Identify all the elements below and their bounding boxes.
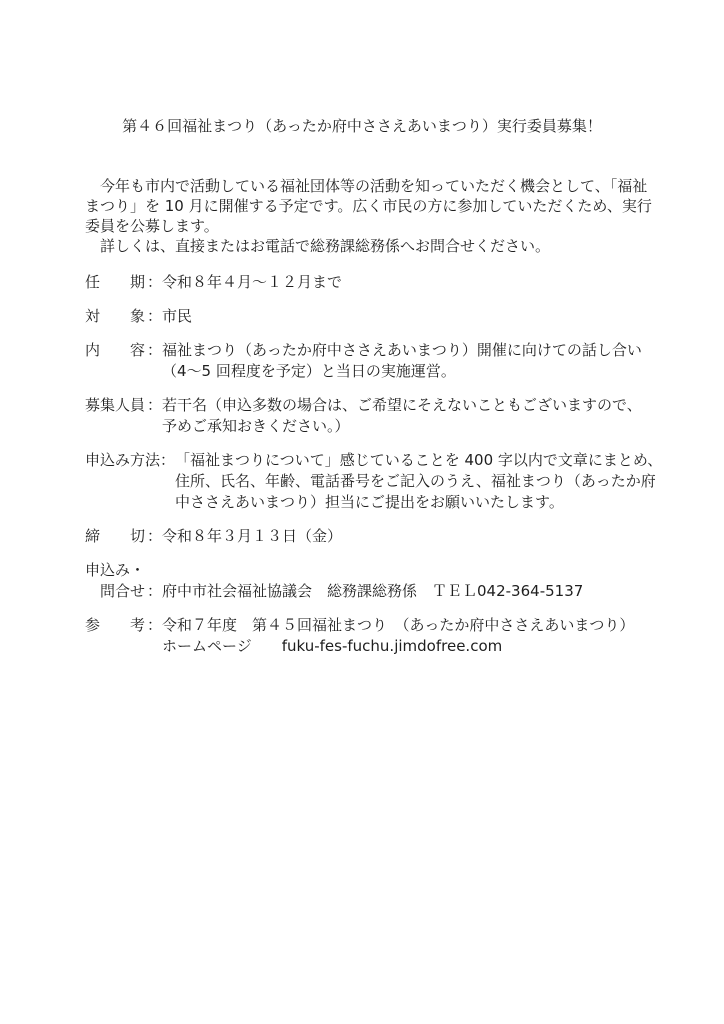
section-contact: [85, 560, 662, 602]
section-term-colon: ：: [147, 273, 163, 291]
section-target-colon: ：: [147, 307, 163, 325]
section-capacity-label: 募集人員: [85, 396, 146, 414]
intro-line-3: 委員を公募します。: [85, 217, 219, 235]
section-term-value: 令和８年４月～１２月まで: [162, 273, 343, 291]
section-target-label: 対 象: [85, 307, 146, 325]
detail-sections: [85, 272, 662, 670]
section-capacity-colon: ：: [147, 396, 163, 414]
section-term: [85, 272, 662, 293]
section-capacity-value-2: 予めご承知おきください。）: [162, 417, 350, 435]
section-how-to-apply-value-1: 「福祉まつりについて」感じていることを 400 字以内で文章にまとめ、: [175, 451, 663, 469]
section-target-value: 市民: [162, 307, 193, 325]
section-deadline-colon: ：: [147, 527, 163, 545]
section-content-value-1: 福祉まつり（あったか府中ささえあいまつり）開催に向けての話し合い: [162, 341, 642, 359]
section-content-label: 内 容: [85, 341, 146, 359]
section-reference-value-1: 令和７年度 第４５回福祉まつり （あったか府中ささえあいまつり）: [162, 616, 635, 634]
section-reference-label: 参 考: [85, 616, 146, 634]
section-contact-label-line-1: 申込み・: [85, 561, 146, 579]
intro-line-2: まつり」を 10 月に開催する予定です。広く市民の方に参加していただくため、実行: [85, 197, 652, 215]
section-how-to-apply-label: 申込み方法: [85, 451, 161, 469]
intro-line-4: 詳しくは、直接またはお電話で総務課総務係へお問合せください。: [85, 237, 551, 255]
section-reference-value-2: ホームページ fuku-fes-fuchu.jimdofree.com: [162, 637, 503, 655]
section-deadline: [85, 526, 662, 547]
intro-paragraph: [85, 176, 652, 256]
section-deadline-value: 令和８年３月１３日（金）: [162, 527, 343, 545]
section-content-value-2: （4～5 回程度を予定）と当日の実施運営。: [162, 362, 456, 380]
section-reference-colon: ：: [147, 616, 163, 634]
section-contact-colon: ：: [147, 582, 163, 600]
section-capacity-value-1: 若干名（申込多数の場合は、ご希望にそえないこともございますので、: [162, 396, 642, 414]
section-content: [85, 340, 662, 382]
section-target: [85, 306, 662, 327]
section-content-colon: ：: [147, 341, 163, 359]
section-capacity: [85, 395, 662, 437]
section-how-to-apply-value-3: 中ささえあいまつり）担当にご提出をお願いいたします。: [175, 493, 564, 511]
section-term-label: 任 期: [85, 273, 146, 291]
section-contact-value: 府中市社会福祉協議会 総務課総務係 ＴＥＬ042-364-5137: [162, 582, 584, 600]
section-how-to-apply-colon: ：: [160, 451, 176, 469]
intro-line-1: 今年も市内で活動している福祉団体等の活動を知っていただく機会として、「福祉: [85, 177, 648, 195]
section-reference: [85, 615, 662, 657]
section-how-to-apply: [85, 450, 662, 513]
section-deadline-label: 締 切: [85, 527, 146, 545]
section-how-to-apply-value-2: 住所、氏名、年齢、電話番号をご記入のうえ、福祉まつり（あったか府: [175, 472, 656, 490]
document-title: 第４６回福祉まつり（あったか府中ささえあいまつり）実行委員募集！: [122, 117, 602, 135]
section-contact-label-line-2: 問合せ: [85, 582, 146, 600]
